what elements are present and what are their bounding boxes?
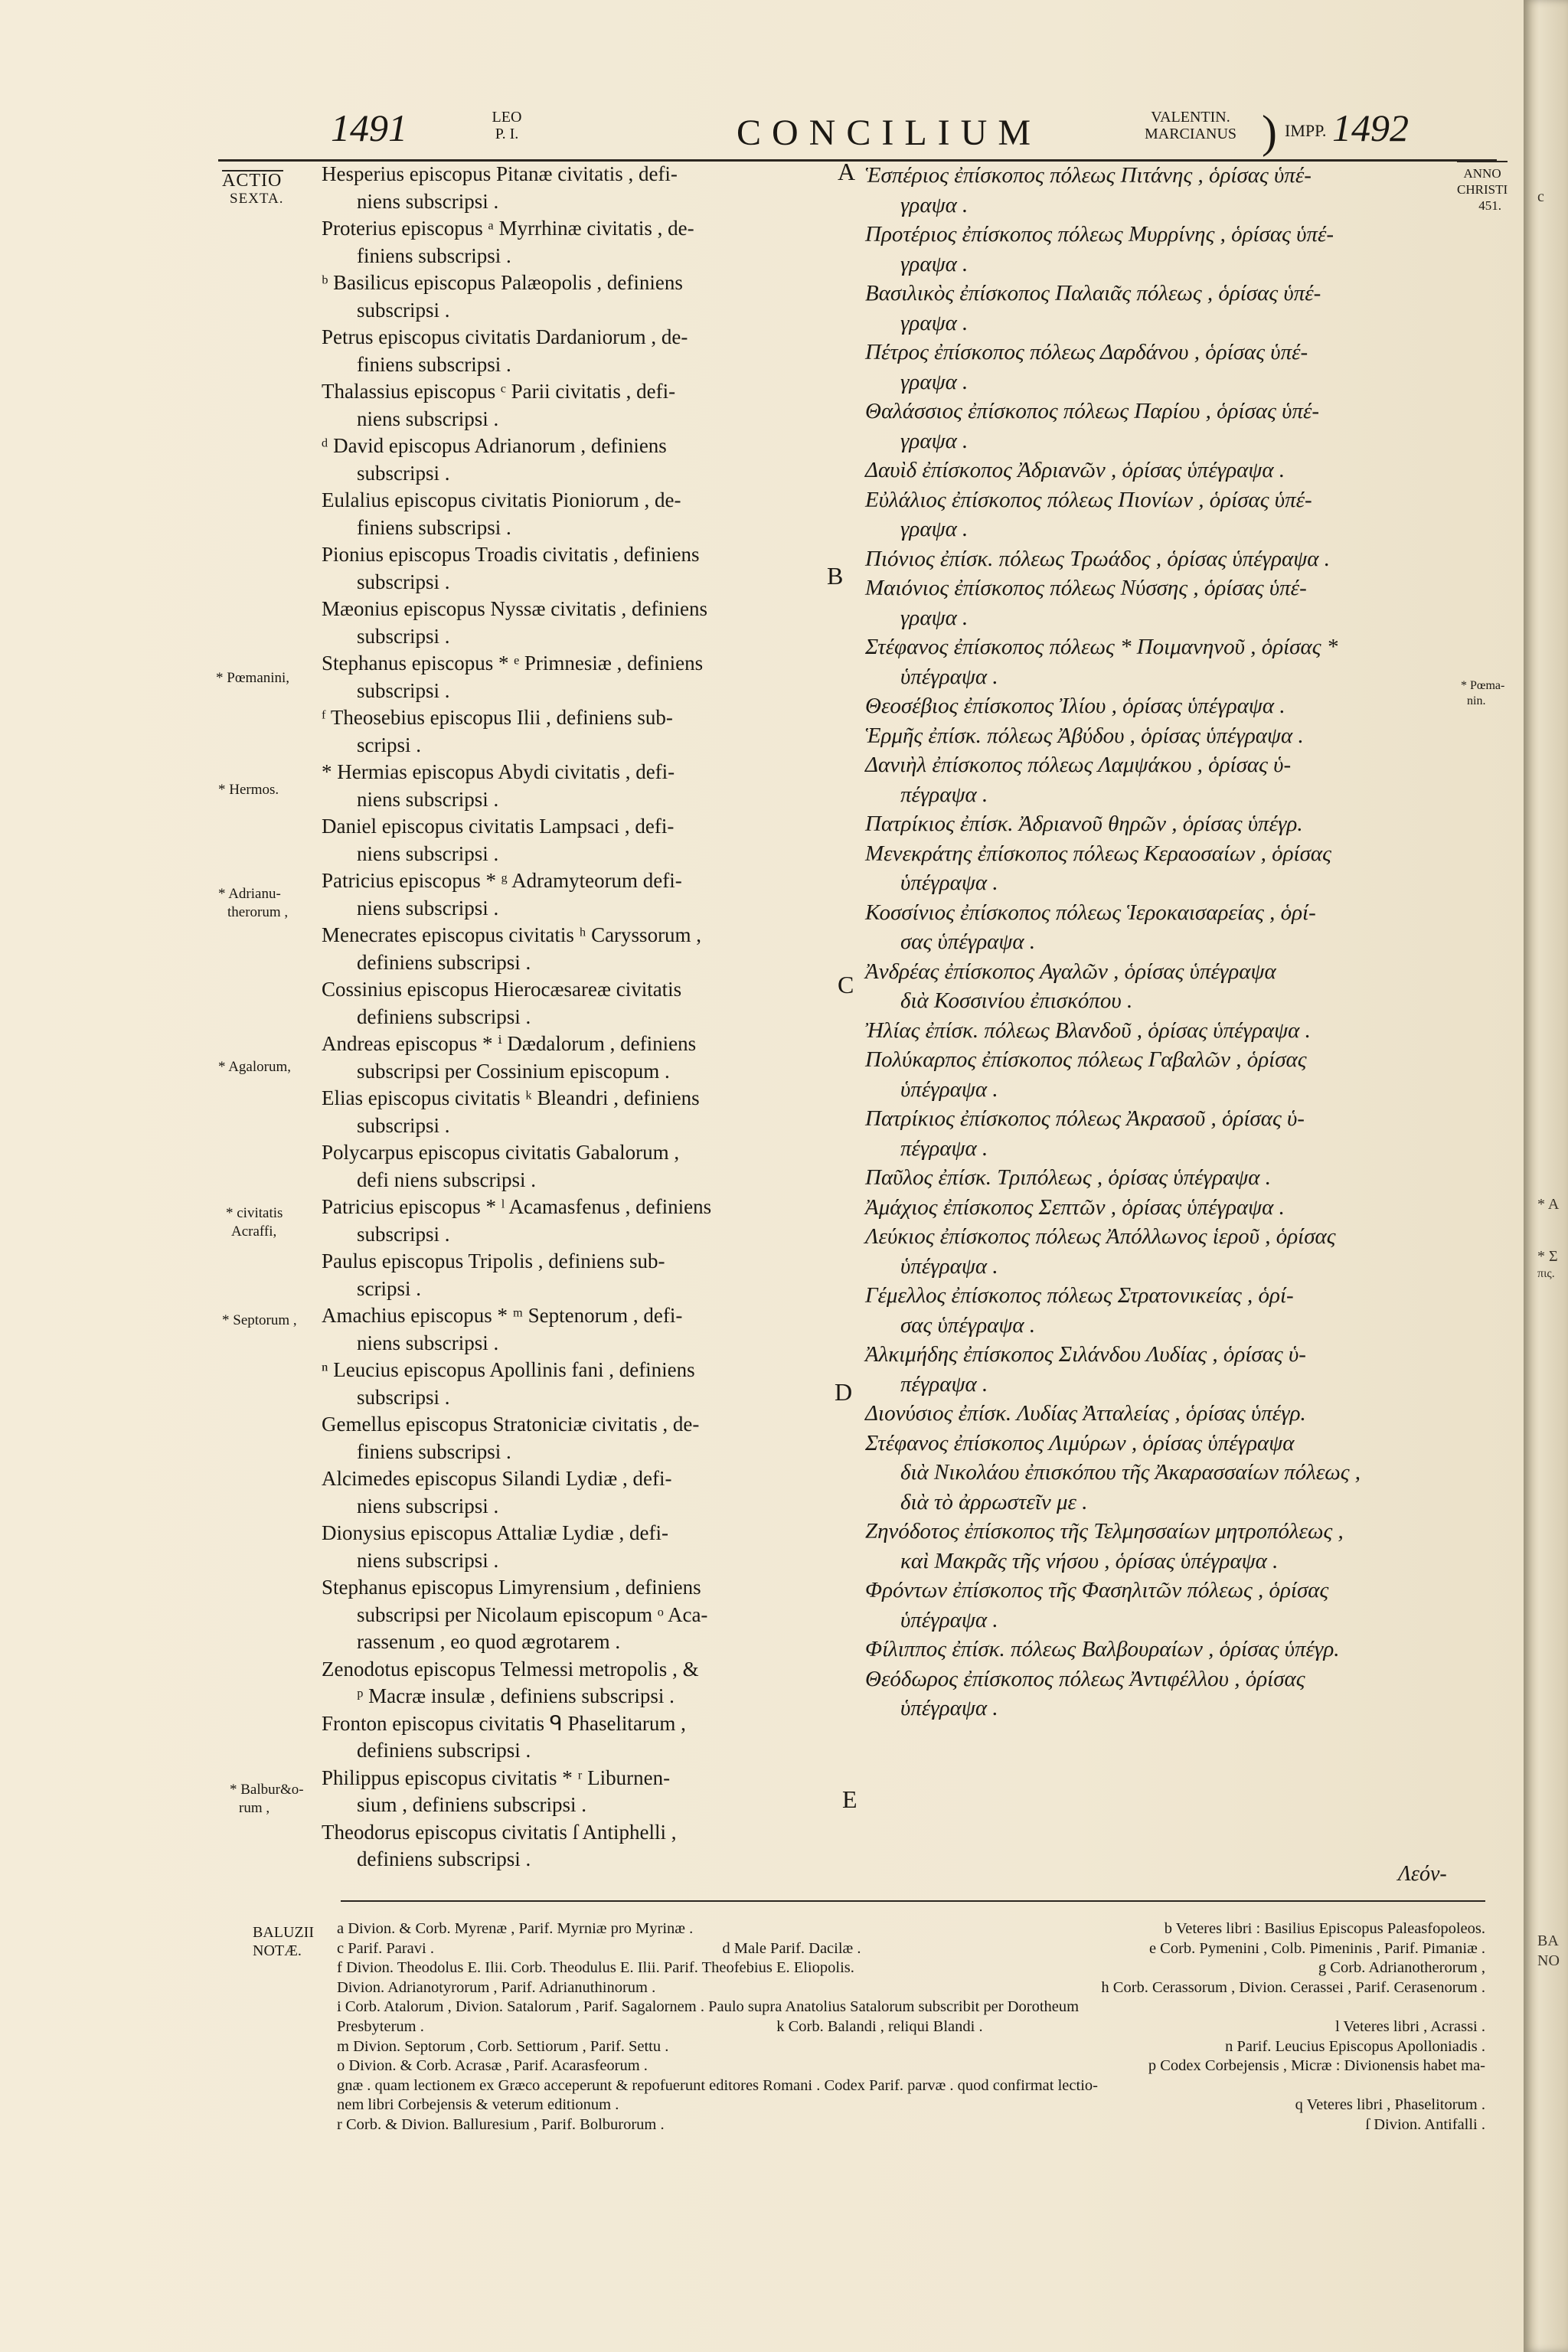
footnote-text: n Parif. Leucius Episcopus Apolloniadis .	[1225, 2037, 1485, 2055]
latin-line: Cossinius episcopus Hierocæsareæ civitatis	[322, 978, 682, 1001]
footnote-line	[337, 1958, 1485, 1978]
latin-line: Philippus episcopus civitatis * ʳ Liburnen-	[322, 1766, 671, 1789]
latin-line: subscripsi .	[357, 624, 450, 648]
footnote-rule	[341, 1900, 1485, 1902]
greek-entry	[865, 1104, 1447, 1163]
latin-line: subscripsi .	[357, 461, 450, 485]
latin-line: sium , definiens subscripsi .	[357, 1793, 586, 1816]
footnote-text: l Veteres libri , Acrassi .	[1334, 2017, 1485, 2035]
greek-entry	[865, 573, 1447, 632]
greek-line: ὑπέγραψα .	[900, 1607, 998, 1632]
footnote-text: h Corb. Cerassorum , Divion. Cerassei , Parif. Cerasenorum .	[1101, 1978, 1485, 1996]
footnote-text: q Veteres libri , Phaselitorum .	[1295, 2096, 1485, 2114]
latin-line: Dionysius episcopus Attaliæ Lydiæ , defi-	[322, 1521, 668, 1544]
footnote-line	[337, 1939, 1485, 1959]
greek-line: Στέφανος ἐπίσκοπος Λιμύρων , ὁρίσας ὑπέγραψα	[865, 1430, 1295, 1455]
greek-line: γραψα .	[900, 192, 969, 217]
footnote-text: nem libri Corbejensis & veterum editionum .	[337, 2096, 619, 2114]
section-letter-e: E	[842, 1785, 858, 1813]
footnote-text: ſ Divion. Antifalli .	[1365, 2115, 1485, 2133]
greek-entry	[865, 1340, 1447, 1399]
footnote-line	[337, 1998, 1485, 2017]
latin-entry	[322, 976, 827, 1031]
latin-line: ᵇ Basilicus episcopus Palæopolis , definiens	[322, 271, 683, 294]
greek-line: Πολύκαρπος ἐπίσκοπος πόλεως Γαβαλῶν , ὁρίσας	[865, 1047, 1307, 1072]
latin-line: finiens subscripsi .	[357, 352, 511, 376]
latin-entry	[322, 922, 827, 976]
greek-line: σας ὑπέγραψα .	[900, 1312, 1036, 1338]
greek-line: ὑπέγραψα .	[900, 1696, 998, 1720]
header-leo-line2: P. I.	[495, 126, 519, 142]
margin-note: Acraffi,	[231, 1223, 277, 1240]
greek-line: Βασιλικὸς ἐπίσκοπος Παλαιᾶς πόλεως , ὁρίσας ὑπέ-	[865, 281, 1321, 305]
latin-line: Stephanus episcopus * ᵉ Primnesiæ , definiens	[322, 652, 704, 675]
latin-line: Menecrates episcopus civitatis ʰ Caryssorum ,	[322, 923, 702, 946]
latin-line: Andreas episcopus * ⁱ Dædalorum , definiens	[322, 1032, 697, 1055]
page-number-left: 1491	[331, 106, 407, 149]
greek-line: Δανιὴλ ἐπίσκοπος πόλεως Λαμψάκου , ὁρίσας ὑ-	[865, 753, 1292, 777]
header-emperors	[1118, 109, 1263, 142]
greek-entry	[865, 957, 1447, 1016]
latin-line: subscripsi .	[357, 570, 450, 593]
greek-line: Γέμελλος ἐπίσκοπος πόλεως Στρατονικείας , ὁρί-	[865, 1283, 1294, 1308]
greek-line: Ἀμάχιος ἐπίσκοπος Σεπτῶν , ὁρίσας ὑπέγραψα .	[865, 1194, 1285, 1220]
latin-line: ᵈ David episcopus Adrianorum , definiens	[322, 434, 667, 457]
greek-line: Πατρίκιος ἐπίσκ. Ἀδριανοῦ θηρῶν , ὁρίσας ὑπέγρ.	[865, 812, 1303, 836]
greek-column	[865, 161, 1447, 1723]
latin-entry	[322, 270, 827, 324]
latin-line: subscripsi per Nicolaum episcopum ᵒ Aca-	[357, 1602, 708, 1626]
greek-line: Κοσσίνιος ἐπίσκοπος πόλεως Ἱεροκαισαρείας , ὁρί-	[865, 900, 1316, 925]
latin-entry	[322, 1656, 827, 1710]
latin-entry	[322, 378, 827, 433]
footnote-text: i Corb. Atalorum , Divion. Satalorum , Parif. Sagalornem . Paulo supra Anatolius Satalorum subscribit per Dorotheum	[337, 1998, 1080, 2016]
latin-entry	[322, 1574, 827, 1656]
latin-line: scripsi .	[357, 1276, 421, 1300]
greek-line: Πατρίκιος ἐπίσκοπος πόλεως Ἀκρασοῦ , ὁρίσας ὑ-	[865, 1106, 1305, 1131]
footnote-text: d Male Parif. Dacilæ .	[722, 1939, 861, 1957]
footnote-text: gnæ . quam lectionem ex Græco acceperunt & repofuerunt editores Romani . Codex Parif. parvæ . quod confirmat lectio-	[337, 2076, 1098, 2094]
latin-line: ᶠ Theosebius episcopus Ilii , definiens sub-	[322, 706, 673, 729]
latin-entry	[322, 1302, 827, 1357]
footnote-text: f Divion. Theodolus E. Ilii. Corb. Theodulus E. Ilii. Parif. Theofebius E. Eliopolis.	[337, 1959, 854, 1977]
latin-line: niens subscripsi .	[357, 407, 499, 430]
greek-entry	[865, 1222, 1447, 1281]
margin-actio-line2: SEXTA.	[230, 191, 284, 207]
margin-note: * Balbur&o-	[230, 1782, 304, 1798]
greek-line: γραψα .	[900, 369, 969, 394]
latin-line: ⁿ Leucius episcopus Apollinis fani , definiens	[322, 1358, 695, 1381]
latin-line: finiens subscripsi .	[357, 243, 511, 267]
latin-line: niens subscripsi .	[357, 841, 499, 865]
greek-line: Στέφανος ἐπίσκοπος πόλεως * Ποιμανηνοῦ , ὁρίσας *	[865, 635, 1338, 659]
margin-note: * Agalorum,	[218, 1059, 291, 1075]
footnote-line	[337, 2037, 1485, 2057]
greek-line: Ἠλίας ἐπίσκ. πόλεως Βλανδοῦ , ὁρίσας ὑπέγραψα .	[865, 1018, 1311, 1043]
latin-line: definiens subscripsi .	[357, 950, 531, 974]
margin-note: therorum ,	[227, 904, 289, 920]
greek-line: πέγραψα .	[900, 782, 988, 807]
greek-entry	[865, 544, 1447, 574]
footnote-line	[337, 2017, 1485, 2037]
greek-entry	[865, 691, 1447, 721]
latin-column	[322, 161, 827, 1873]
latin-entry	[322, 813, 827, 867]
margin-note-right-line2: nin.	[1467, 694, 1486, 707]
latin-entry	[322, 487, 827, 541]
anno-line1: ANNO	[1463, 166, 1501, 181]
greek-entry	[865, 1429, 1447, 1517]
latin-entry	[322, 704, 827, 759]
greek-line: Θεόδωρος ἐπίσκοπος πόλεως Ἀντιφέλλου , ὁρίσας	[865, 1666, 1305, 1691]
greek-entry	[865, 632, 1447, 691]
greek-entry	[865, 456, 1447, 485]
latin-entry	[322, 1765, 827, 1819]
latin-line: Patricius episcopus * ˡ Acamasfenus , definiens	[322, 1195, 712, 1218]
greek-entry	[865, 1399, 1447, 1429]
greek-entry	[865, 1664, 1447, 1723]
greek-line: ὑπέγραψα .	[900, 664, 998, 689]
margin-actio	[222, 170, 283, 208]
margin-actio-line1: ACTIO	[222, 170, 283, 190]
latin-line: subscripsi .	[357, 678, 450, 702]
margin-note: * Pœmanini,	[216, 670, 290, 686]
greek-line: Ἀνδρέας ἐπίσκοπος Αγαλῶν , ὁρίσας ὑπέγραψα	[865, 959, 1276, 984]
latin-line: Paulus episcopus Tripolis , definiens sub-	[322, 1250, 665, 1272]
latin-entry	[322, 1411, 827, 1465]
section-letter-b: B	[827, 562, 844, 590]
footnote-text: k Corb. Balandi , reliqui Blandi .	[776, 2017, 983, 2035]
margin-note-right-line1: * Pœma-	[1461, 679, 1505, 692]
latin-line: niens subscripsi .	[357, 896, 499, 920]
latin-entry	[322, 215, 827, 270]
greek-entry	[865, 1016, 1447, 1046]
greek-line: Θεοσέβιος ἐπίσκοπος Ἰλίου , ὁρίσας ὑπέγραψα .	[865, 694, 1285, 718]
footnote-text: m Divion. Septorum , Corb. Settiorum , Parif. Settu .	[337, 2037, 669, 2055]
greek-line: Εὐλάλιος ἐπίσκοπος πόλεως Πιονίων , ὁρίσας ὑπέ-	[865, 487, 1312, 512]
footnote-text: Presbyterum .	[337, 2017, 424, 2035]
latin-line: defi niens subscripsi .	[357, 1168, 536, 1191]
facing-page-fragment: c	[1537, 188, 1544, 205]
latin-line: Fronton episcopus civitatis ᑫ Phaselitarum ,	[322, 1711, 686, 1735]
latin-line: subscripsi .	[357, 1222, 450, 1246]
greek-line: πέγραψα .	[900, 1371, 988, 1396]
footnote-text: b Veteres libri : Basilius Episcopus Paleasfopoleos.	[1164, 1920, 1485, 1937]
latin-line: subscripsi .	[357, 1113, 450, 1137]
margin-anno-christi	[1457, 161, 1508, 214]
latin-line: finiens subscripsi .	[357, 1439, 511, 1463]
latin-line: Theodorus episcopus civitatis ſ Antiphelli ,	[322, 1820, 677, 1844]
latin-line: niens subscripsi .	[357, 1331, 499, 1354]
latin-line: niens subscripsi .	[357, 1548, 499, 1572]
latin-line: definiens subscripsi .	[357, 1004, 531, 1028]
page-number-right: 1492	[1332, 106, 1409, 149]
facing-page-fragment: BA	[1537, 1932, 1559, 1949]
margin-note: rum ,	[239, 1800, 270, 1816]
latin-line: niens subscripsi .	[357, 189, 499, 213]
greek-line: Θαλάσσιος ἐπίσκοπος πόλεως Παρίου , ὁρίσας ὑπέ-	[865, 399, 1320, 423]
margin-note: * civitatis	[226, 1205, 283, 1221]
greek-line: γραψα .	[900, 517, 969, 541]
latin-line: Alcimedes episcopus Silandi Lydiæ , defi-	[322, 1467, 672, 1490]
latin-line: subscripsi per Cossinium episcopum .	[357, 1059, 670, 1083]
greek-line: Φρόντων ἐπίσκοπος τῆς Φασηλιτῶν πόλεως , ὁρίσας	[865, 1578, 1329, 1602]
greek-line: διὰ Κοσσινίου ἐπισκόπου .	[900, 988, 1133, 1013]
latin-line: niens subscripsi .	[357, 1494, 499, 1517]
margin-note-right	[1461, 678, 1504, 709]
footnote-text: p Codex Corbejensis , Micræ : Divionensis habet ma-	[1148, 2057, 1485, 2075]
greek-entry	[865, 898, 1447, 957]
latin-line: Eulalius episcopus civitatis Pioniorum , de-	[322, 488, 681, 511]
footnote-label-line1: BALUZII	[253, 1924, 314, 1941]
footnote-text: Divion. Adrianotyrorum , Parif. Adrianuthinorum .	[337, 1978, 656, 1996]
latin-line: Zenodotus episcopus Telmessi metropolis , &	[322, 1657, 699, 1681]
greek-line: ὑπέγραψα .	[900, 1076, 998, 1102]
facing-page-fragment: NO	[1537, 1952, 1560, 1969]
latin-line: Mæonius episcopus Nyssæ civitatis , definiens	[322, 597, 707, 620]
latin-entry	[322, 867, 827, 922]
latin-entry	[322, 1819, 827, 1873]
greek-line: Πέτρος ἐπίσκοπος πόλεως Δαρδάνου , ὁρίσας ὑπέ-	[865, 340, 1308, 364]
greek-entry	[865, 1576, 1447, 1635]
greek-line: Μαιόνιος ἐπίσκοπος πόλεως Νύσσης , ὁρίσας ὑπέ-	[865, 576, 1307, 600]
header-impp: IMPP.	[1285, 121, 1327, 140]
latin-entry	[322, 596, 827, 650]
latin-line: subscripsi .	[357, 1385, 450, 1409]
latin-line: Polycarpus episcopus civitatis Gabalorum ,	[322, 1141, 680, 1164]
latin-line: Elias episcopus civitatis ᵏ Bleandri , definiens	[322, 1086, 700, 1109]
latin-line: definiens subscripsi .	[357, 1739, 531, 1762]
running-header	[0, 106, 1524, 157]
greek-entry	[865, 279, 1447, 338]
greek-entry	[865, 1163, 1447, 1193]
latin-entry	[322, 1031, 827, 1085]
latin-line: definiens subscripsi .	[357, 1847, 531, 1870]
greek-entry	[865, 721, 1447, 751]
greek-line: Λεύκιος ἐπίσκοπος πόλεως Ἀπόλλωνος ἱεροῦ , ὁρίσας	[865, 1224, 1336, 1249]
greek-line: Παῦλος ἐπίσκ. Τριπόλεως , ὁρίσας ὑπέγραψα .	[865, 1165, 1271, 1190]
latin-entry	[322, 541, 827, 596]
latin-entry	[322, 1520, 827, 1574]
footnote-text: g Corb. Adrianotherorum ,	[1318, 1959, 1485, 1977]
footnote-text: c Parif. Paravi .	[337, 1939, 434, 1957]
greek-entry	[865, 1045, 1447, 1104]
footnote-line	[337, 2115, 1485, 2135]
latin-line: Proterius episcopus ᵃ Myrrhinæ civitatis , de-	[322, 217, 694, 240]
latin-line: Pionius episcopus Troadis civitatis , definiens	[322, 543, 700, 566]
greek-entry	[865, 1281, 1447, 1340]
latin-line: finiens subscripsi .	[357, 515, 511, 539]
catchword: Λεόν-	[1398, 1862, 1447, 1886]
greek-line: Φίλιππος ἐπίσκ. πόλεως Βαλβουραίων , ὁρίσας ὑπέγρ.	[865, 1637, 1340, 1661]
facing-page-fragment: πις.	[1537, 1267, 1555, 1280]
latin-entry	[322, 161, 827, 215]
latin-line: Thalassius episcopus ᶜ Parii civitatis , defi-	[322, 380, 676, 403]
latin-entry	[322, 1465, 827, 1520]
header-emperor-1: VALENTIN.	[1151, 109, 1230, 126]
footnote-line	[337, 2096, 1485, 2115]
margin-note: * Septorum ,	[222, 1312, 297, 1328]
greek-line: σας ὑπέγραψα .	[900, 929, 1036, 954]
greek-entry	[865, 397, 1447, 456]
latin-line: subscripsi .	[357, 298, 450, 322]
facing-page-fragment: * Σ	[1537, 1248, 1558, 1265]
page-title: CONCILIUM	[737, 113, 1041, 153]
greek-line: Μενεκράτης ἐπίσκοπος πόλεως Κεραοσαίων , ὁρίσας	[865, 841, 1331, 866]
latin-line: Gemellus episcopus Stratoniciæ civitatis , de-	[322, 1413, 700, 1436]
latin-entry	[322, 1357, 827, 1411]
latin-entry	[322, 1085, 827, 1139]
latin-line: Hesperius episcopus Pitanæ civitatis , defi-	[322, 162, 678, 185]
margin-note: * Adrianu-	[218, 886, 281, 902]
header-emperor-2: MARCIANUS	[1144, 126, 1237, 142]
footnote-line	[337, 2056, 1485, 2076]
section-letter-a: A	[838, 158, 856, 185]
greek-entry	[865, 485, 1447, 544]
anno-line2: CHRISTI	[1457, 182, 1508, 197]
greek-line: καὶ Μακρᾶς τῆς νήσου , ὁρίσας ὑπέγραψα .	[900, 1548, 1279, 1573]
latin-line: scripsi .	[357, 733, 421, 756]
latin-entry	[322, 1248, 827, 1302]
facing-page-fragment: * A	[1537, 1196, 1560, 1213]
greek-line: Ἑσπέριος ἐπίσκοπος πόλεως Πιτάνης , ὁρίσας ὑπέ-	[865, 163, 1312, 188]
footnote-line	[337, 2076, 1485, 2096]
header-leo-line1: LEO	[492, 109, 522, 126]
footnote-text: a Divion. & Corb. Myrenæ , Parif. Myrniæ pro Myrinæ .	[337, 1920, 694, 1937]
latin-entry	[322, 1710, 827, 1765]
latin-line: Stephanus episcopus Limyrensium , definiens	[322, 1576, 701, 1599]
footnote-label-line2: NOTÆ.	[253, 1942, 302, 1959]
footnote-label	[253, 1923, 314, 1960]
greek-line: Διονύσιος ἐπίσκ. Λυδίας Ἀτταλείας , ὁρίσας ὑπέγρ.	[865, 1401, 1306, 1426]
greek-entry	[865, 1193, 1447, 1223]
latin-entry	[322, 1139, 827, 1194]
latin-entry	[322, 759, 827, 813]
footnotes	[337, 1919, 1485, 2135]
greek-line: γραψα .	[900, 251, 969, 276]
greek-line: γραψα .	[900, 605, 969, 630]
latin-line: rassenum , eo quod ægrotarem .	[357, 1630, 621, 1653]
greek-line: Ἑρμῆς ἐπίσκ. πόλεως Ἀβύδου , ὁρίσας ὑπέγραψα .	[865, 723, 1304, 748]
latin-line: Daniel episcopus civitatis Lampsaci , defi-	[322, 815, 675, 838]
greek-line: Πιόνιος ἐπίσκ. πόλεως Τρωάδος , ὁρίσας ὑπέγραψα .	[865, 546, 1331, 571]
greek-line: ὑπέγραψα .	[900, 871, 998, 895]
anno-line3: 451.	[1478, 198, 1501, 213]
footnote-text: o Divion. & Corb. Acrasæ , Parif. Acarasfeorum .	[337, 2057, 648, 2075]
latin-entry	[322, 433, 827, 487]
greek-entry	[865, 338, 1447, 397]
greek-entry	[865, 839, 1447, 898]
header-bracket: )	[1262, 106, 1277, 157]
header-leo	[484, 109, 530, 142]
latin-entry	[322, 324, 827, 378]
latin-line: Amachius episcopus * ᵐ Septenorum , defi-	[322, 1304, 683, 1327]
greek-entry	[865, 220, 1447, 279]
latin-line: niens subscripsi .	[357, 787, 499, 811]
greek-line: γραψα .	[900, 428, 969, 453]
latin-line: * Hermias episcopus Abydi civitatis , defi-	[322, 760, 675, 783]
section-letter-c: C	[838, 971, 854, 998]
facing-page-edge	[1524, 0, 1568, 2352]
footnote-text: e Corb. Pymenini , Colb. Pimeninis , Parif. Pimaniæ .	[1148, 1939, 1485, 1957]
latin-line: ᵖ Macræ insulæ , definiens subscripsi .	[357, 1684, 675, 1707]
greek-line: ὑπέγραψα .	[900, 1253, 998, 1279]
footnote-text: r Corb. & Divion. Balluresium , Parif. Bolburorum .	[337, 2115, 665, 2133]
greek-line: Ζηνόδοτος ἐπίσκοπος τῆς Τελμησσαίων μητροπόλεως ,	[865, 1519, 1344, 1544]
latin-line: Patricius episcopus * ᵍ Adramyteorum defi-	[322, 869, 682, 892]
footnote-line	[337, 1978, 1485, 1998]
greek-line: πέγραψα .	[900, 1135, 988, 1161]
latin-entry	[322, 650, 827, 704]
greek-line: Δαυὶδ ἐπίσκοπος Ἀδριανῶν , ὁρίσας ὑπέγραψα .	[865, 458, 1285, 482]
greek-entry	[865, 1635, 1447, 1664]
greek-entry	[865, 1517, 1447, 1576]
greek-entry	[865, 161, 1447, 220]
latin-entry	[322, 1194, 827, 1248]
margin-note: * Hermos.	[218, 782, 279, 798]
greek-entry	[865, 809, 1447, 839]
section-letter-d: D	[835, 1378, 853, 1406]
greek-line: γραψα .	[900, 310, 969, 335]
greek-line: διὰ τὸ ἀρρωστεῖν με .	[900, 1489, 1088, 1514]
greek-line: διὰ Νικολάου ἐπισκόπου τῆς Ἀκαρασσαίων πόλεως ,	[900, 1460, 1361, 1485]
greek-entry	[865, 750, 1447, 809]
greek-line: Προτέριος ἐπίσκοπος πόλεως Μυρρίνης , ὁρίσας ὑπέ-	[865, 222, 1334, 247]
latin-line: Petrus episcopus civitatis Dardaniorum , de-	[322, 325, 688, 348]
greek-line: Ἀλκιμήδης ἐπίσκοπος Σιλάνδου Λυδίας , ὁρίσας ὑ-	[865, 1342, 1306, 1367]
footnote-line	[337, 1919, 1485, 1939]
